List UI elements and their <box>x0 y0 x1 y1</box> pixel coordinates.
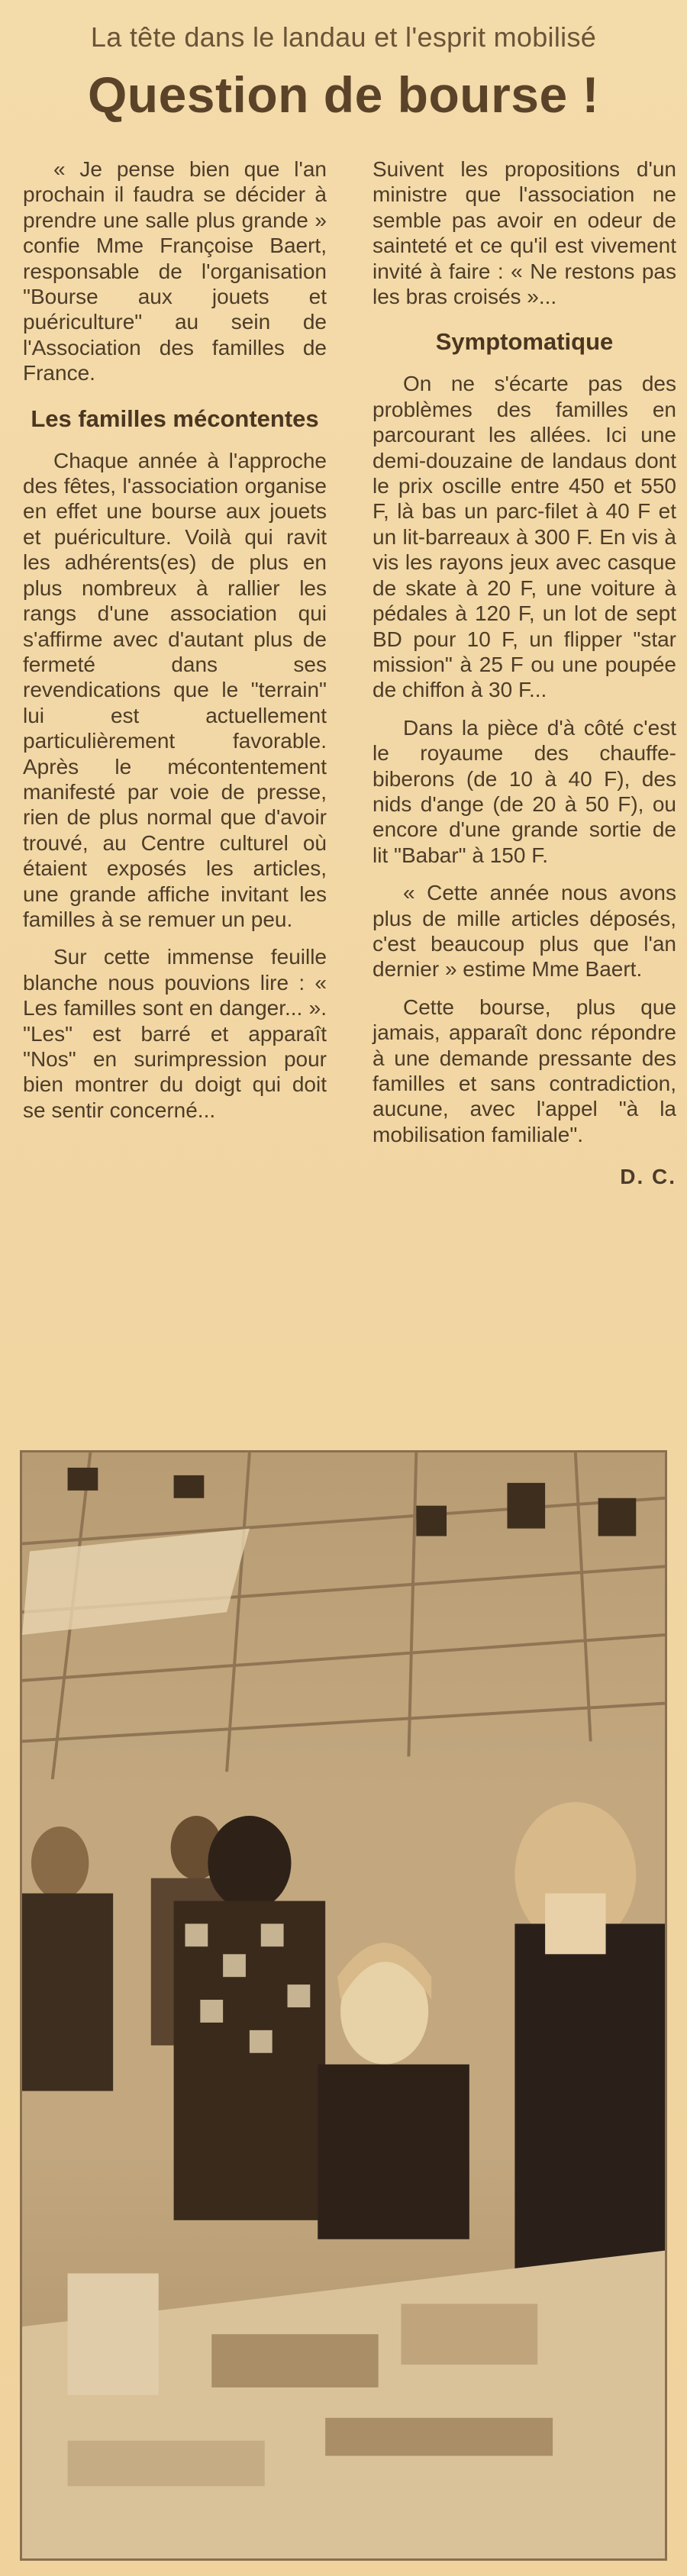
left-column <box>23 156 327 1135</box>
kicker: La tête dans le landau et l'esprit mobilisé <box>90 21 597 53</box>
paragraph: « Cette année nous avons plus de mille articles déposés, c'est beaucoup plus que l'an dernier » estime Mme Baert. <box>373 881 676 982</box>
photo-illustration <box>22 1452 665 2558</box>
paragraph: Suivent les propositions d'un ministre que l'association ne semble pas avoir en odeur de sainteté et ce qu'il est vivement invité à faire : « Ne restons pas les bras croisés »... <box>373 157 676 309</box>
subheading: Symptomatique <box>435 328 614 356</box>
right-column <box>373 156 676 1190</box>
headline: Question de bourse ! <box>87 66 600 123</box>
subheading: Les familles mécontentes <box>31 405 319 432</box>
paragraph: Dans la pièce d'à côté c'est le royaume des chauffe-biberons (de 10 à 40 F), des nids d'ange (de 20 à 50 F), ou encore d'une grande sortie de lit "Babar" à 150 F. <box>373 715 676 867</box>
signature: D. C. <box>620 1165 676 1189</box>
paragraph: Cette bourse, plus que jamais, apparaît donc répondre à une demande pressante des familles et sans contradiction, aucune, avec l'appel "à la mobilisation familiale". <box>373 995 676 1146</box>
news-photo <box>20 1450 667 2561</box>
paragraph: Chaque année à l'approche des fêtes, l'association organise en effet une bourse aux jouets et puériculture. Voilà qui ravit les adhérents(es) de plus en plus nombreux à rallier les rangs d'une association qui s'affirme avec d'autant plus de fermeté dans ses revendications que le "terrain" lui est actuellement particulièrement favorable. Après le mécontentement manifesté par voie de presse, rien de plus normal que d'avoir trouvé, au Centre culturel où étaient exposés les articles, une grande affiche invitant les familles à se remuer un peu. <box>23 448 327 931</box>
paragraph: Sur cette immense feuille blanche nous pouvions lire : « Les familles sont en danger... ». "Les" est barré et apparaît "Nos" en surimpression pour bien montrer du doigt qui doit se sentir concerné... <box>23 945 327 1122</box>
paragraph: « Je pense bien que l'an prochain il faudra se décider à prendre une salle plus grande » confie Mme Françoise Baert, responsable de l'organisation "Bourse aux jouets et puériculture" au sein de l'Association des familles de France. <box>23 157 327 385</box>
paragraph: On ne s'écarte pas des problèmes des familles en parcourant les allées. Ici une demi-douzaine de landaus dont le prix oscille entre 450 et 550 F, là bas un parc-filet à 40 F et un lit-barreaux à 300 F. En vis à vis les rayons jeux avec casque de skate à 20 F, une voiture à pédales à 120 F, un lot de sept BD pour 10 F, un flipper "star mission" à 25 F ou une poupée de chiffon à 30 F... <box>373 372 676 702</box>
